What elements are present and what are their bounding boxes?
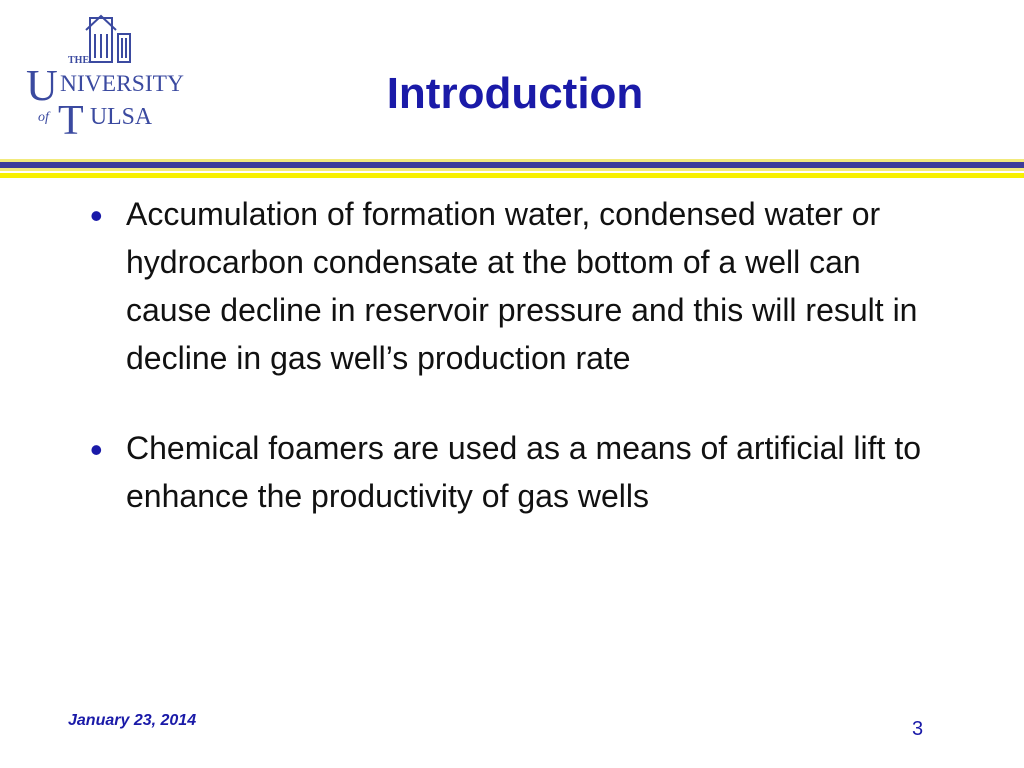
bullet-list	[86, 190, 946, 520]
logo-tulsa-initial: T	[58, 98, 84, 140]
logo-university-initial: U	[26, 61, 58, 110]
logo-tulsa-rest: ULSA	[90, 104, 153, 130]
logo-of: of	[38, 110, 49, 125]
bullet-icon: •	[90, 429, 103, 470]
header-divider-yellow	[0, 173, 1024, 178]
slide-title: Introduction	[386, 69, 644, 118]
bullet-item	[86, 190, 946, 382]
logo-the: THE	[68, 55, 90, 66]
page-number: 3	[912, 718, 924, 740]
building-icon	[86, 16, 130, 62]
logo-university-rest: NIVERSITY	[60, 71, 185, 96]
footer-date: January 23, 2014	[68, 712, 197, 729]
bullet-text: Accumulation of formation water, condensed water or hydrocarbon condensate at the bottom of a well can cause decline in reservoir pressure and this will result in decline in gas well’s production rate	[126, 196, 918, 376]
bullet-text: Chemical foamers are used as a means of artificial lift to enhance the productivity of gas wells	[126, 430, 921, 514]
bullet-item	[86, 424, 946, 520]
bullet-icon: •	[90, 195, 103, 236]
